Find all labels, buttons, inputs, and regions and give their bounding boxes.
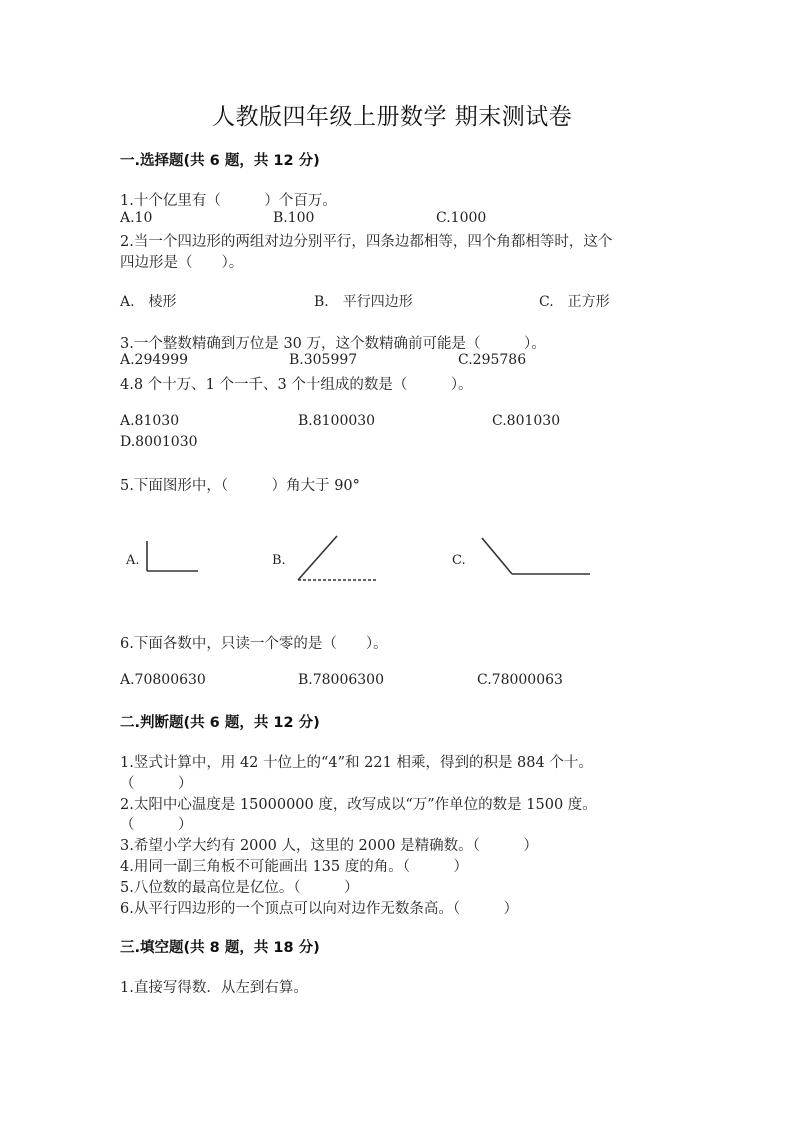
figure-b-acute-angle bbox=[298, 536, 378, 580]
figure-a-right-angle bbox=[147, 541, 198, 571]
question-text: 4.8 个十万、1 个一千、3 个十组成的数是（ ）。 bbox=[120, 377, 473, 393]
option: B.305997 bbox=[289, 352, 358, 368]
option: C.295786 bbox=[458, 352, 527, 368]
option: C.801030 bbox=[492, 413, 561, 429]
option: A. 棱形 bbox=[120, 294, 177, 310]
question-text: 6.从平行四边形的一个顶点可以向对边作无数条高。（ ） bbox=[120, 901, 519, 917]
option: D.8001030 bbox=[120, 434, 198, 450]
page-title: 人教版四年级上册数学 期末测试卷 bbox=[212, 104, 573, 130]
section-heading-fill-in: 三.填空题(共 8 题，共 18 分) bbox=[120, 940, 320, 956]
figure-label: C. bbox=[452, 553, 466, 568]
figure-label: B. bbox=[272, 553, 286, 568]
figure-c-obtuse-angle bbox=[482, 538, 590, 574]
answer-blank: （ ） bbox=[120, 817, 193, 833]
question-text: 3.希望小学大约有 2000 人，这里的 2000 是精确数。（ ） bbox=[120, 838, 538, 854]
answer-blank: （ ） bbox=[120, 776, 193, 792]
option: A.70800630 bbox=[120, 672, 206, 688]
option: C.1000 bbox=[436, 210, 487, 226]
option: A.294999 bbox=[120, 352, 189, 368]
question-text: 2.太阳中心温度是 15000000 度，改写成以“万”作单位的数是 1500 度。 bbox=[120, 797, 597, 813]
question-text: 四边形是（ ）。 bbox=[120, 255, 244, 271]
question-text: 1.直接写得数．从左到右算。 bbox=[120, 980, 308, 996]
option: C. 正方形 bbox=[539, 294, 610, 310]
option: B.78006300 bbox=[298, 672, 384, 688]
question-text: 2.当一个四边形的两组对边分别平行，四条边都相等，四个角都相等时，这个 bbox=[120, 234, 613, 250]
option: A.81030 bbox=[120, 413, 180, 429]
question-text: 1.十个亿里有（ ）个百万。 bbox=[120, 193, 337, 209]
question-text: 5.八位数的最高位是亿位。（ ） bbox=[120, 880, 359, 896]
figure-label: A. bbox=[126, 553, 140, 568]
option: B.100 bbox=[273, 210, 315, 226]
option: A.10 bbox=[120, 210, 153, 226]
question-text: 5.下面图形中，（ ）角大于 90° bbox=[120, 478, 360, 494]
section-heading-choice: 一.选择题(共 6 题，共 12 分) bbox=[120, 153, 320, 169]
option: B. 平行四边形 bbox=[314, 294, 413, 310]
section-heading-judgement: 二.判断题(共 6 题，共 12 分) bbox=[120, 715, 320, 731]
question-text: 6.下面各数中，只读一个零的是（ ）。 bbox=[120, 636, 388, 652]
question-text: 1.竖式计算中，用 42 十位上的“4”和 221 相乘，得到的积是 884 个十。 bbox=[120, 755, 593, 771]
question-text: 3.一个整数精确到万位是 30 万，这个数精确前可能是（ ）。 bbox=[120, 336, 546, 352]
question-text: 4.用同一副三角板不可能画出 135 度的角。（ ） bbox=[120, 859, 468, 875]
option: C.78000063 bbox=[477, 672, 563, 688]
option: B.8100030 bbox=[298, 413, 376, 429]
